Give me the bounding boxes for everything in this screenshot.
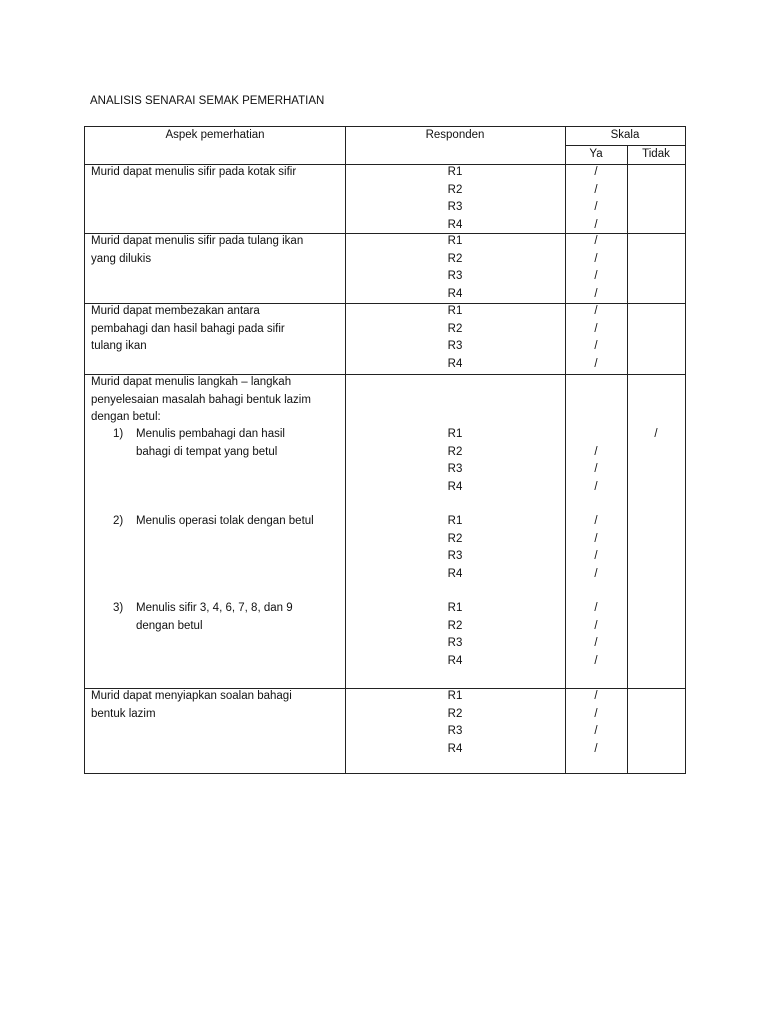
- respondent-label: R3: [447, 463, 463, 475]
- subitem-text: Menulis sifir 3, 4, 6, 7, 8, dan 9: [136, 602, 293, 614]
- aspect-text: tulang ikan: [91, 340, 147, 352]
- ya-mark: /: [594, 532, 598, 545]
- respondent-label: R2: [447, 322, 463, 335]
- ya-mark: /: [594, 340, 598, 352]
- respondent-label: R4: [447, 654, 463, 667]
- respondent-label: R3: [447, 725, 463, 737]
- ya-mark: /: [594, 322, 598, 335]
- subitem-text: bahagi di tempat yang betul: [136, 445, 278, 458]
- column-divider: [627, 145, 628, 773]
- tidak-mark: /: [654, 428, 658, 440]
- subitem-text: Menulis operasi tolak dengan betul: [136, 515, 314, 527]
- respondent-label: R4: [447, 287, 463, 300]
- respondent-label: R4: [447, 567, 463, 580]
- ya-mark: /: [594, 201, 598, 213]
- ya-mark: /: [594, 445, 598, 458]
- respondent-label: R1: [447, 235, 463, 247]
- respondent-label: R3: [447, 201, 463, 213]
- ya-mark: /: [594, 742, 598, 755]
- respondent-label: R2: [447, 252, 463, 265]
- ya-mark: /: [594, 619, 598, 632]
- respondent-label: R1: [447, 166, 463, 178]
- respondent-label: R1: [447, 602, 463, 614]
- respondent-label: R4: [447, 480, 463, 493]
- ya-mark: /: [594, 252, 598, 265]
- respondent-label: R2: [447, 445, 463, 458]
- respondent-label: R4: [447, 357, 463, 370]
- aspect-text: Murid dapat menyiapkan soalan bahagi: [91, 690, 292, 702]
- subitem-number: 1): [113, 428, 124, 440]
- respondent-label: R3: [447, 340, 463, 352]
- ya-mark: /: [594, 602, 598, 614]
- respondent-label: R2: [447, 619, 463, 632]
- ya-mark: /: [594, 183, 598, 196]
- document-title: ANALISIS SENARAI SEMAK PEMERHATIAN: [90, 95, 325, 107]
- respondent-label: R1: [447, 515, 463, 527]
- aspect-text: Murid dapat membezakan antara: [91, 305, 260, 317]
- ya-mark: /: [594, 567, 598, 580]
- respondent-label: R1: [447, 690, 463, 702]
- header-no: Tidak: [642, 148, 670, 160]
- respondent-label: R3: [447, 550, 463, 562]
- aspect-text: Murid dapat menulis sifir pada tulang ikan: [91, 235, 304, 247]
- aspect-text: yang dilukis: [91, 252, 152, 265]
- subitem-text: Menulis pembahagi dan hasil: [136, 428, 285, 440]
- header-aspect: Aspek pemerhatian: [165, 129, 265, 141]
- ya-mark: /: [594, 305, 598, 317]
- respondent-label: R4: [447, 218, 463, 231]
- respondent-label: R1: [447, 305, 463, 317]
- header-scale: Skala: [610, 129, 640, 141]
- aspect-text: penyelesaian masalah bahagi bentuk lazim: [91, 393, 311, 406]
- subitem-number: 3): [113, 602, 124, 614]
- respondent-label: R3: [447, 637, 463, 649]
- ya-mark: /: [594, 357, 598, 370]
- aspect-text: pembahagi dan hasil bahagi pada sifir: [91, 322, 285, 335]
- aspect-text: dengan betul:: [91, 411, 161, 423]
- ya-mark: /: [594, 707, 598, 720]
- ya-mark: /: [594, 690, 598, 702]
- ya-mark: /: [594, 550, 598, 562]
- ya-mark: /: [594, 166, 598, 178]
- respondent-label: R1: [447, 428, 463, 440]
- ya-mark: /: [594, 218, 598, 231]
- ya-mark: /: [594, 270, 598, 282]
- aspect-text: Murid dapat menulis sifir pada kotak sifir: [91, 166, 297, 178]
- ya-mark: /: [594, 480, 598, 493]
- ya-mark: /: [594, 235, 598, 247]
- subitem-text: dengan betul: [136, 619, 203, 632]
- ya-mark: /: [594, 637, 598, 649]
- ya-mark: /: [594, 654, 598, 667]
- ya-mark: /: [594, 287, 598, 300]
- header-yes: Ya: [589, 148, 603, 160]
- ya-mark: /: [594, 463, 598, 475]
- respondent-label: R2: [447, 532, 463, 545]
- header-respondent: Responden: [425, 129, 485, 141]
- respondent-label: R2: [447, 183, 463, 196]
- ya-mark: /: [594, 515, 598, 527]
- aspect-text: Murid dapat menulis langkah – langkah: [91, 376, 292, 388]
- subitem-number: 2): [113, 515, 124, 527]
- respondent-label: R4: [447, 742, 463, 755]
- ya-mark: /: [594, 725, 598, 737]
- observation-table: [84, 126, 686, 774]
- respondent-label: R2: [447, 707, 463, 720]
- respondent-label: R3: [447, 270, 463, 282]
- aspect-text: bentuk lazim: [91, 707, 156, 720]
